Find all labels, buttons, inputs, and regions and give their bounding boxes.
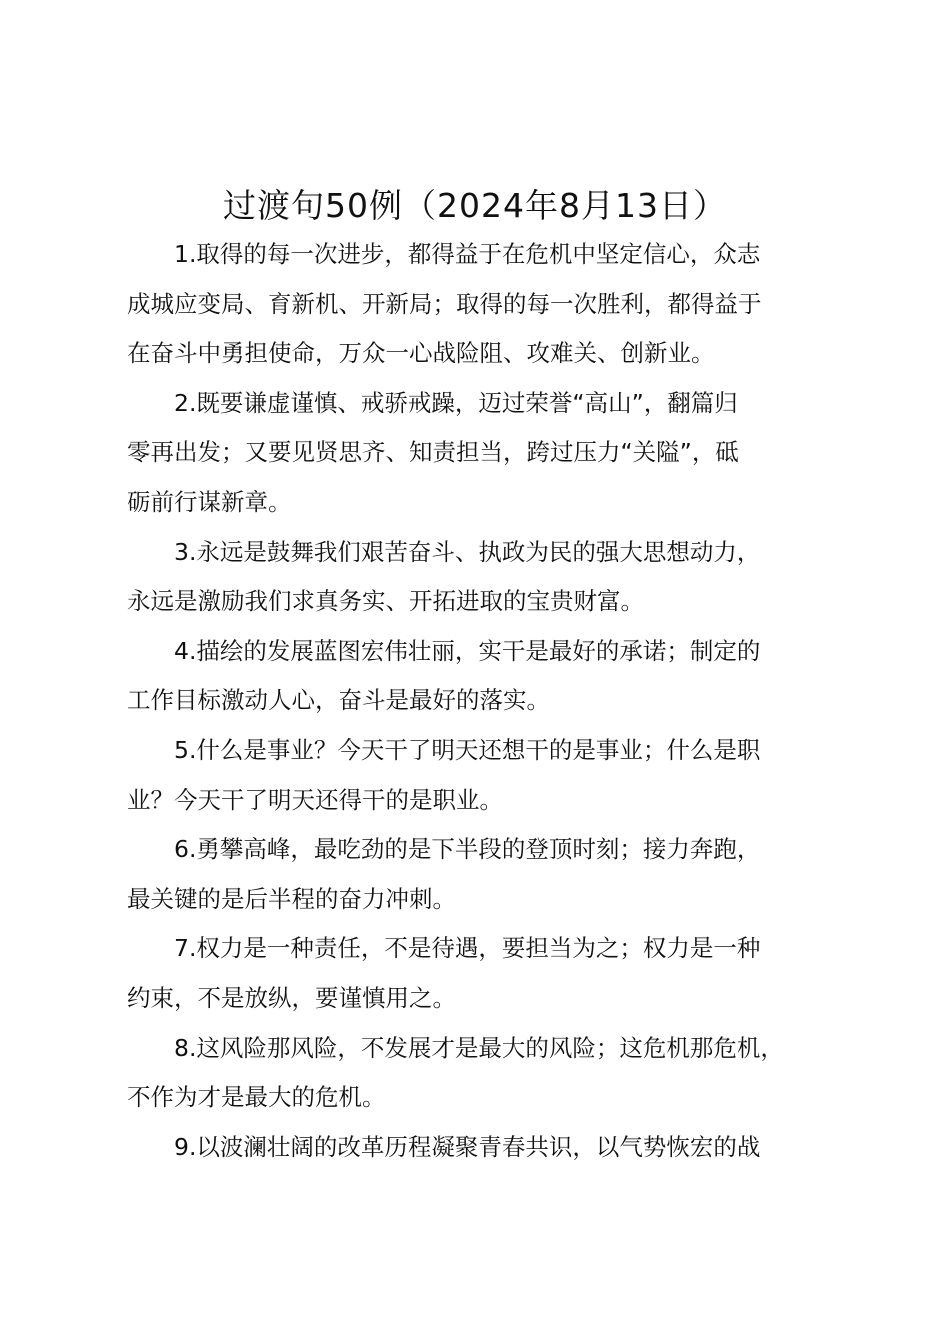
paragraph-line: 在奋斗中勇担使命，万众一心战险阻、攻难关、创新业。 xyxy=(127,339,715,368)
paragraph-2 xyxy=(127,379,847,528)
paragraph-line: 永远是激励我们求真务实、开拓进取的宝贵财富。 xyxy=(127,587,644,616)
paragraph-1 xyxy=(127,230,847,379)
paragraph-4 xyxy=(127,627,847,726)
paragraph-line: 7.权力是一种责任，不是待遇，要担当为之；权力是一种 xyxy=(174,934,761,963)
paragraph-3 xyxy=(127,528,847,627)
paragraph-line: 约束，不是放纵，要谨慎用之。 xyxy=(127,983,456,1012)
paragraph-line: 6.勇攀高峰，最吃劲的是下半段的登顶时刻；接力奔跑， xyxy=(174,835,761,864)
paragraph-line: 砺前行谋新章。 xyxy=(127,487,292,516)
document-body xyxy=(127,230,847,1172)
paragraph-7 xyxy=(127,924,847,1023)
paragraph-9 xyxy=(127,1123,847,1173)
paragraph-line: 业？今天干了明天还得干的是职业。 xyxy=(127,785,503,814)
paragraph-6 xyxy=(127,825,847,924)
paragraph-line: 不作为才是最大的危机。 xyxy=(127,1083,386,1112)
paragraph-8 xyxy=(127,1024,847,1123)
paragraph-line: 8.这风险那风险，不发展才是最大的风险；这危机那危机， xyxy=(174,1033,784,1062)
paragraph-line: 5.什么是事业？今天干了明天还想干的是事业；什么是职 xyxy=(174,735,761,764)
paragraph-line: 9.以波澜壮阔的改革历程凝聚青春共识，以气势恢宏的战 xyxy=(174,1132,761,1161)
paragraph-line: 4.描绘的发展蓝图宏伟壮丽，实干是最好的承诺；制定的 xyxy=(174,636,761,665)
paragraph-line: 最关键的是后半程的奋力冲刺。 xyxy=(127,884,456,913)
paragraph-line: 3.永远是鼓舞我们艰苦奋斗、执政为民的强大思想动力， xyxy=(174,537,761,566)
paragraph-5 xyxy=(127,726,847,825)
paragraph-line: 1.取得的每一次进步，都得益于在危机中坚定信心，众志 xyxy=(174,240,761,268)
paragraph-line: 零再出发；又要见贤思齐、知责担当，跨过压力“关隘”，砥 xyxy=(127,438,739,467)
paragraph-line: 成城应变局、育新机、开新局；取得的每一次胜利，都得益于 xyxy=(127,289,762,318)
paragraph-line: 工作目标激动人心，奋斗是最好的落实。 xyxy=(127,686,550,715)
paragraph-line: 2.既要谦虚谨慎、戒骄戒躁，迈过荣誉“高山”，翻篇归 xyxy=(174,388,738,417)
document-title: 过渡句50例（2024年8月13日） xyxy=(223,186,727,225)
